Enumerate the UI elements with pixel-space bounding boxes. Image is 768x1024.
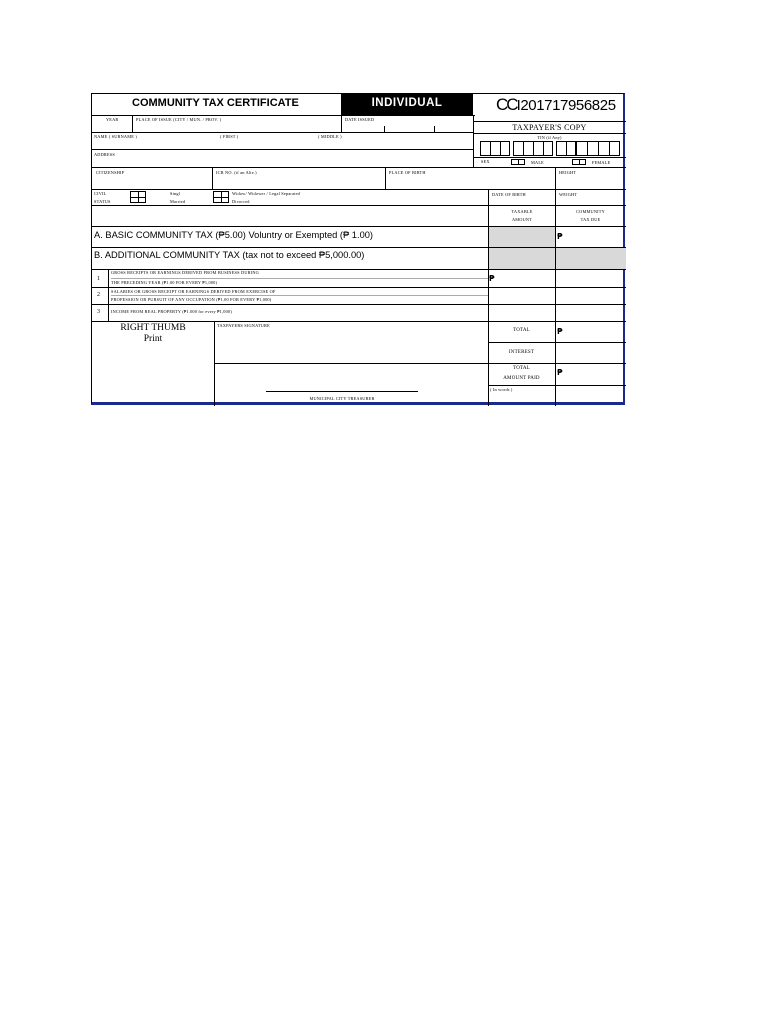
certificate-number <box>496 95 616 115</box>
interest-label: INTEREST <box>508 350 535 355</box>
place-of-issue-label: PLACE OF ISSUE (CITY / MUN. / PROV. ) <box>136 117 222 122</box>
basic-community-tax-label: A. BASIC COMMUNITY TAX (₱5.00) Voluntry or Exempted (₱ 1.00) <box>94 230 374 240</box>
right-thumb-label: RIGHT THUMB <box>120 323 186 333</box>
certificate-number-prefix: CC <box>496 95 517 114</box>
item-2-line-2: PROFESSION OR PURSUIT OF ANY OCCUPATION (₱1.00 FOR EVERY ₱1,000) <box>111 297 272 302</box>
citizenship-label: CITIZENSHIP <box>96 170 125 175</box>
total-label: TOTAL <box>513 328 530 333</box>
widow-label: Widow/ Widower / Legal Separated <box>232 191 301 196</box>
item-1-peso-sign: ₱ <box>489 274 495 283</box>
additional-community-tax-label: B. ADDITIONAL COMMUNITY TAX (tax not to exceed ₱5,000.00) <box>94 250 365 260</box>
item-2-line-1: SALARIES OR GROSS RECEIPT OR EARNINGS DERIVED FROM EXERCISE OF <box>111 289 276 294</box>
male-label: MALE <box>531 160 544 165</box>
taxpayers-signature-label: TAXPAYERS SIGNATURE <box>217 323 270 328</box>
address-label: ADDRESS <box>94 152 115 157</box>
married-label: Married <box>170 199 186 204</box>
item-3-number: 3 <box>97 309 100 315</box>
community-tax-certificate-form <box>91 93 625 405</box>
taxpayers-copy-label: TAXPAYER'S COPY <box>512 123 587 132</box>
year-label: YEAR <box>106 117 119 122</box>
certificate-number-value: I201717956825 <box>516 97 616 114</box>
total-peso-sign: ₱ <box>557 327 563 336</box>
tin-box-1[interactable] <box>480 141 510 156</box>
date-issued-label: DATE ISSUED <box>345 117 375 122</box>
divorced-label: Divorced <box>232 199 250 204</box>
taxable-label: TAXABLE <box>511 209 533 214</box>
item-3-line-1: INCOME FROM REAL PROPERTY (₱1.000 for every ₱1,000) <box>111 309 232 314</box>
icr-no-label: ICR NO. (if an Alie.) <box>216 170 257 175</box>
basic-tax-peso-sign: ₱ <box>557 232 563 241</box>
item-1-line-2: THE PRECEDING YEAR (₱1.00 FOR EVERY ₱1,000) <box>111 280 218 285</box>
community-label: COMMUNITY <box>576 209 605 214</box>
civil-label: CIVIL <box>94 191 107 196</box>
date-of-birth-label: DATE OF BIRTH <box>492 192 526 197</box>
in-words-label: ( In words ) <box>490 387 513 392</box>
certificate-type-banner: INDIVIDUAL <box>341 94 473 115</box>
place-of-birth-label: PLACE OF BIRTH <box>389 170 426 175</box>
female-label: FEMALE <box>592 160 611 165</box>
print-label: Print <box>143 334 163 344</box>
item-2-number: 2 <box>97 292 100 298</box>
item-1-line-1: GROSS RECEIPTS OR EARNINGS DERIVED FROM BUSINESS DURING <box>111 270 259 275</box>
form-title: COMMUNITY TAX CERTIFICATE <box>132 97 299 109</box>
status-label: STATUS <box>94 199 111 204</box>
height-label: HEIGHT <box>559 170 577 175</box>
tax-due-label: TAX DUE <box>580 217 601 222</box>
middle-name-label: ( MIDDLE ) <box>318 134 342 139</box>
municipal-city-treasurer-label: MUNICIPAL CITY TREASURER <box>309 396 375 401</box>
item-1-number: 1 <box>97 276 100 282</box>
sex-label: SEX <box>481 159 490 164</box>
weight-label: WEIGHT <box>559 192 578 197</box>
amount-label: AMOUNT <box>511 217 533 222</box>
tin-label: TIN (if Any) <box>537 135 562 140</box>
right-thumb-print-area <box>92 323 214 345</box>
total-paid-peso-sign: ₱ <box>557 368 563 377</box>
first-name-label: ( FIRST ) <box>220 134 239 139</box>
surname-label: NAME ( SURNAME ) <box>94 134 137 139</box>
total-amount-paid-label-1: TOTAL <box>513 366 530 371</box>
single-label: Singl <box>170 191 181 196</box>
total-amount-paid-label-2: AMOUNT PAID <box>503 376 540 381</box>
